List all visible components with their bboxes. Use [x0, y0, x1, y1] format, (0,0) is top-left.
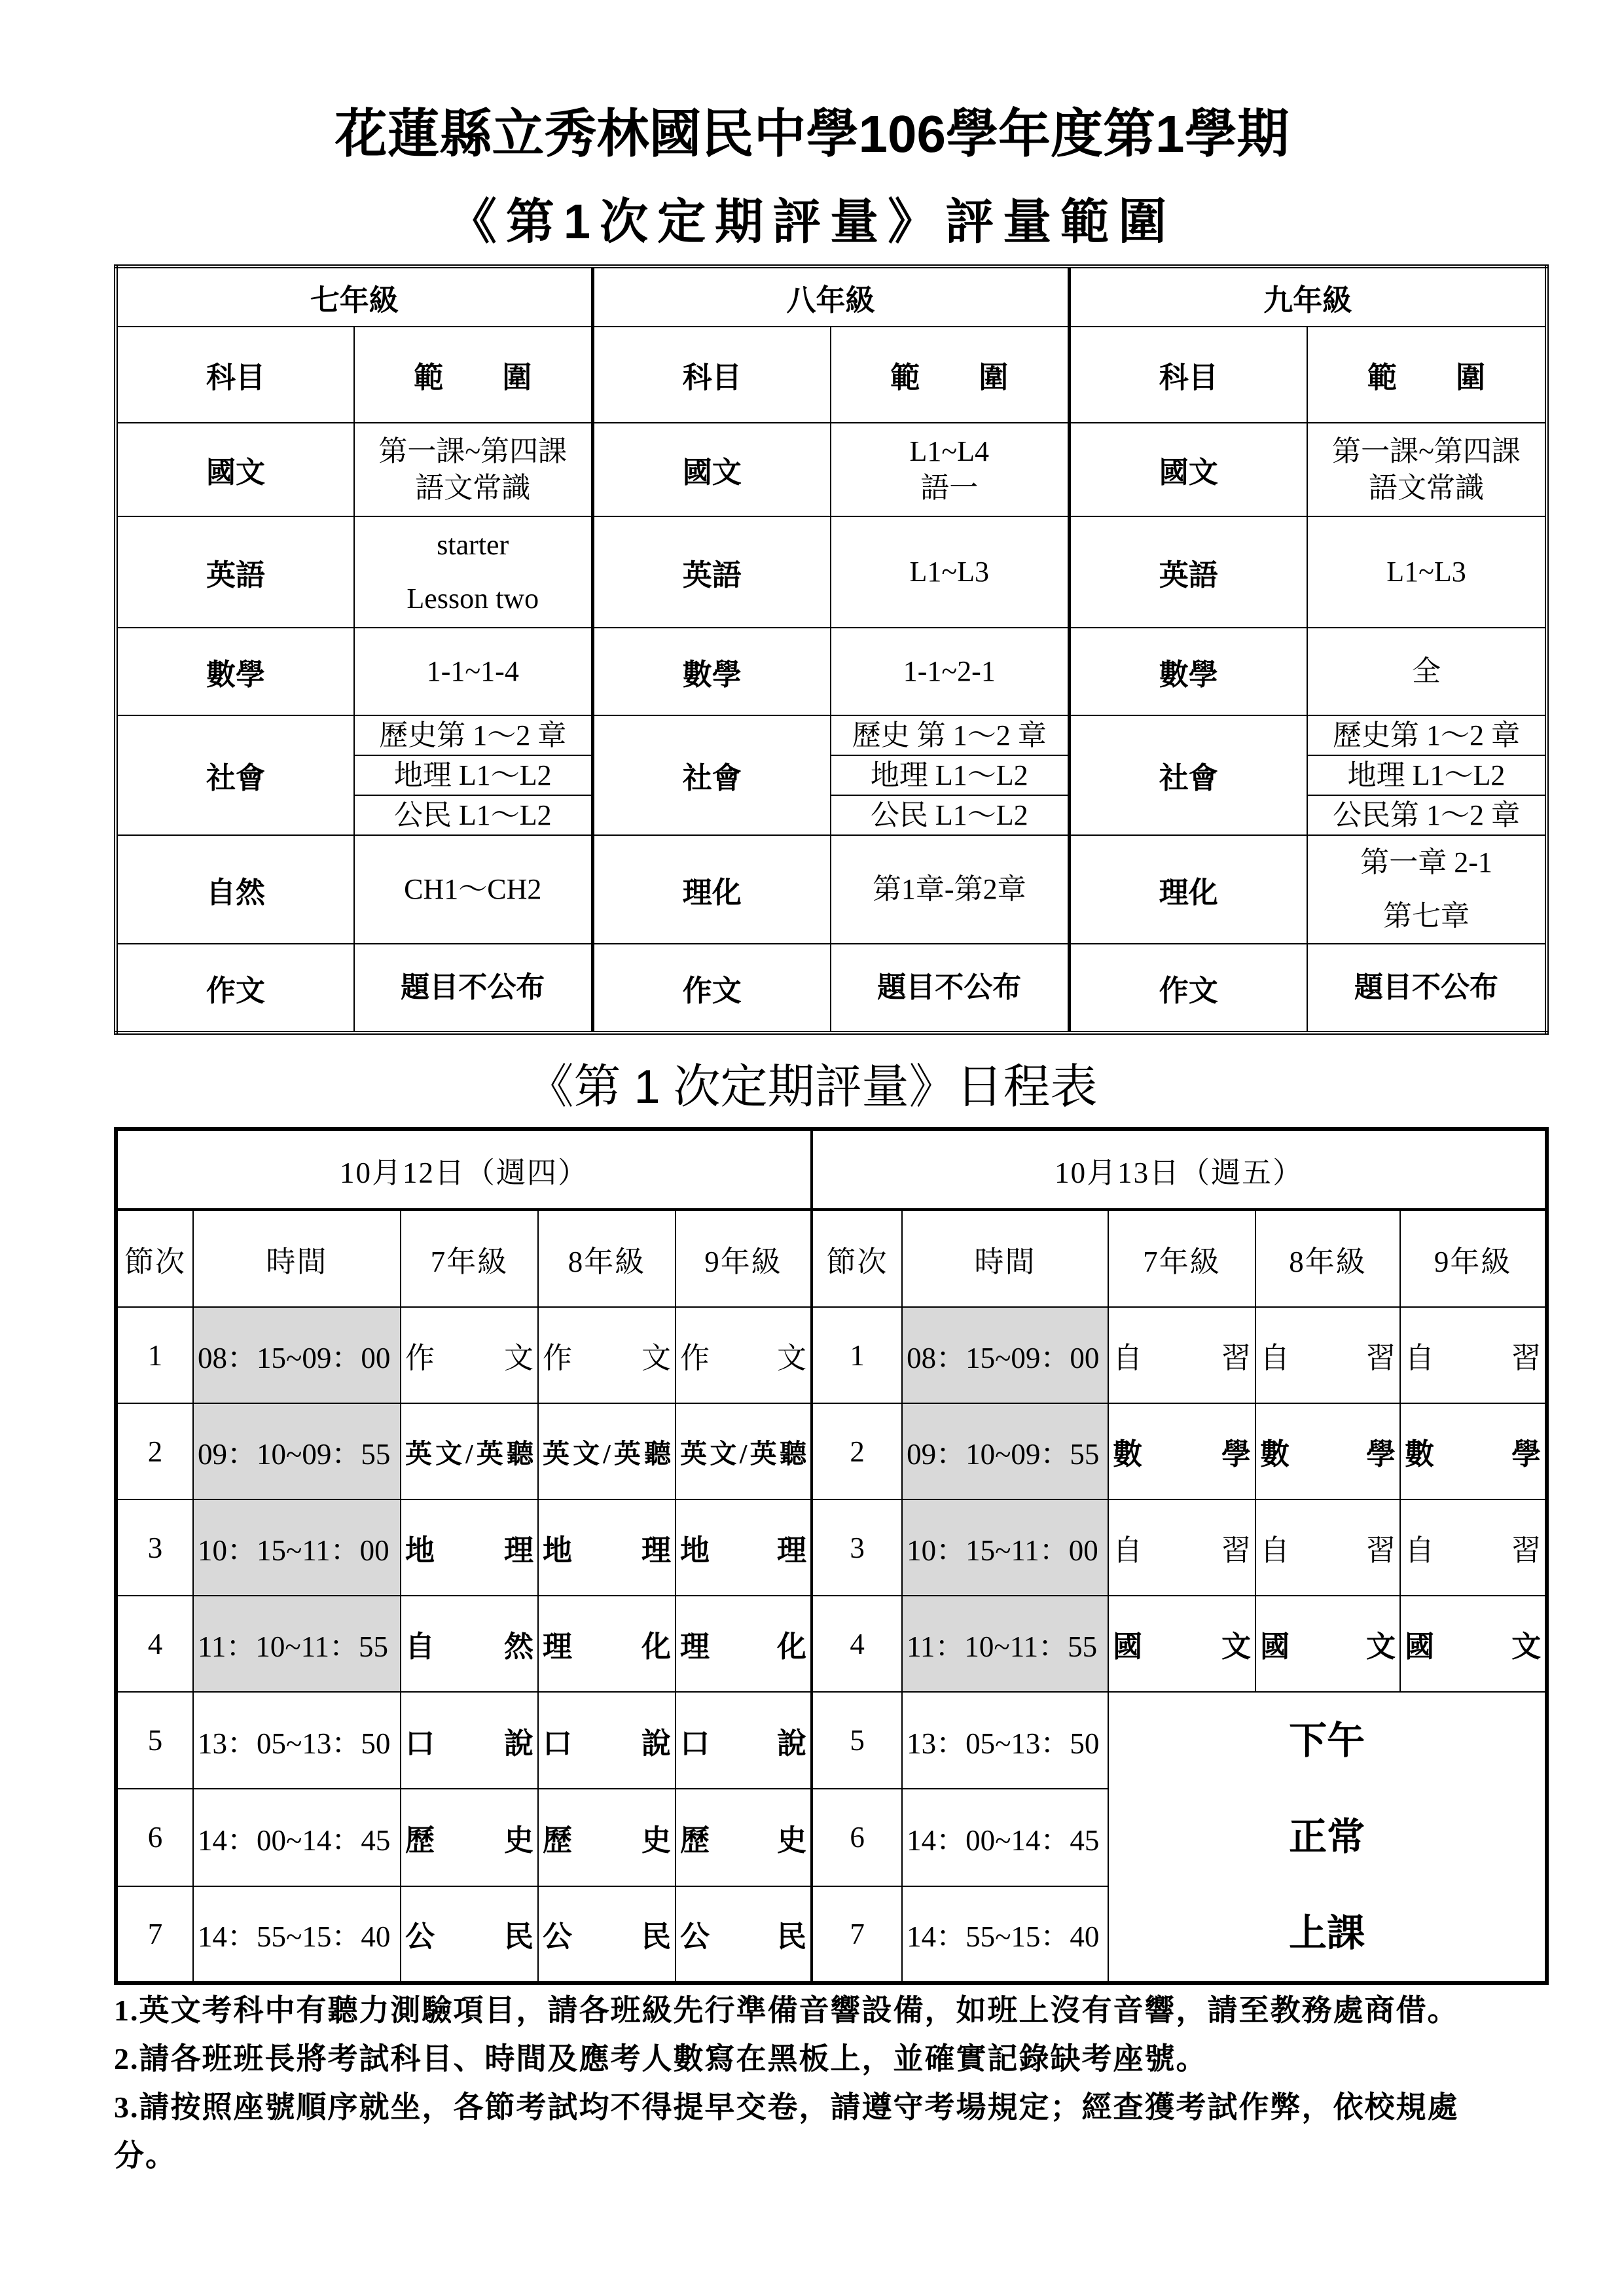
period-number: 3	[812, 1499, 902, 1596]
exam-subject: 國文	[1255, 1596, 1400, 1692]
note-item: 3.請按照座號順序就坐，各節考試均不得提早交卷，請遵守考場規定；經查獲考試作弊，依校規處分。	[114, 2090, 1459, 2172]
scope-row-math	[116, 628, 1547, 715]
scope-row-social	[116, 715, 1547, 755]
schedule-header-row	[116, 1210, 1547, 1307]
range-cell	[1307, 835, 1547, 944]
subject-cell: 國文	[116, 423, 354, 516]
exam-subject: 歷史	[538, 1789, 676, 1886]
day-1-date: 10月12日（週四）	[116, 1129, 812, 1210]
exam-subject: 理化	[538, 1596, 676, 1692]
exam-subject: 地理	[676, 1499, 812, 1596]
exam-subject: 歷史	[401, 1789, 538, 1886]
grade-9-column-header: 9年級	[1400, 1210, 1547, 1307]
period-time: 10：15~11：00	[902, 1499, 1108, 1596]
period-time: 13：05~13：50	[193, 1692, 401, 1789]
period-number: 1	[116, 1307, 193, 1403]
exam-subject: 地理	[401, 1499, 538, 1596]
subject-cell: 理化	[592, 835, 831, 944]
exam-subject: 地理	[538, 1499, 676, 1596]
range-subcell: 地理 L1～L2	[354, 755, 592, 795]
scope-row-chinese	[116, 423, 1547, 516]
subject-cell: 數學	[1069, 628, 1307, 715]
range-cell: 題目不公布	[831, 944, 1069, 1033]
period-number: 4	[812, 1596, 902, 1692]
exam-subject: 英文/英聽	[401, 1403, 538, 1499]
range-subcell: 公民 L1～L2	[831, 795, 1069, 835]
exam-subject: 口說	[676, 1692, 812, 1789]
time-column-header: 時間	[193, 1210, 401, 1307]
schedule-period-row	[116, 1596, 1547, 1692]
range-line: 語一	[920, 471, 979, 504]
exam-subject: 英文/英聽	[676, 1403, 812, 1499]
exam-subject: 數學	[1255, 1403, 1400, 1499]
subject-column-header: 科目	[116, 327, 354, 423]
scope-title: 《第1次定期評量》評量範圍	[448, 194, 1176, 249]
exam-subject: 作文	[676, 1307, 812, 1403]
subject-cell: 社會	[592, 715, 831, 835]
period-time: 11：10~11：55	[193, 1596, 401, 1692]
range-subcell: 公民第 1～2 章	[1307, 795, 1547, 835]
exam-subject: 自然	[401, 1596, 538, 1692]
grade-7-column-header: 7年級	[401, 1210, 538, 1307]
subject-cell: 英語	[116, 516, 354, 628]
exam-subject: 自習	[1108, 1307, 1255, 1403]
range-cell	[831, 423, 1069, 516]
subject-cell: 英語	[1069, 516, 1307, 628]
exam-subject: 理化	[676, 1596, 812, 1692]
afternoon-class-note	[1108, 1692, 1547, 1983]
exam-subject: 英文/英聽	[538, 1403, 676, 1499]
subject-cell: 理化	[1069, 835, 1307, 944]
afternoon-note-line: 上課	[1289, 1912, 1365, 1954]
scope-row-science	[116, 835, 1547, 944]
range-line: 語文常識	[1369, 471, 1485, 504]
exam-subject: 數學	[1108, 1403, 1255, 1499]
time-column-header: 時間	[902, 1210, 1108, 1307]
range-column-header: 範 圍	[354, 327, 592, 423]
period-number: 6	[116, 1789, 193, 1886]
range-subcell: 歷史第 1～2 章	[354, 715, 592, 755]
period-time: 08：15~09：00	[902, 1307, 1108, 1403]
grade-9-column-header: 9年級	[676, 1210, 812, 1307]
range-cell: 題目不公布	[1307, 944, 1547, 1033]
subject-cell: 國文	[1069, 423, 1307, 516]
exam-notes	[114, 1986, 1515, 2180]
range-cell	[354, 628, 592, 715]
range-subcell: 歷史第 1～2 章	[1307, 715, 1547, 755]
subject-cell: 自然	[116, 835, 354, 944]
range-line: L1~L3	[909, 556, 990, 588]
exam-subject: 國文	[1400, 1596, 1547, 1692]
period-number: 6	[812, 1789, 902, 1886]
period-time: 14：00~14：45	[902, 1789, 1108, 1886]
range-cell	[354, 516, 592, 628]
period-time: 14：55~15：40	[193, 1886, 401, 1983]
grade-8-header: 八年級	[592, 266, 1069, 327]
period-column-header: 節次	[812, 1210, 902, 1307]
note-item: 2.請各班班長將考試科目、時間及應考人數寫在黑板上，並確實記錄缺考座號。	[114, 2042, 1208, 2075]
range-line: 1-1~2-1	[903, 655, 996, 687]
exam-subject: 數學	[1400, 1403, 1547, 1499]
grade-7-header: 七年級	[116, 266, 592, 327]
subject-cell: 社會	[1069, 715, 1307, 835]
exam-subject: 自習	[1108, 1499, 1255, 1596]
schedule-date-row	[116, 1129, 1547, 1210]
exam-subject: 歷史	[676, 1789, 812, 1886]
range-line: 第一章 2-1	[1360, 846, 1492, 878]
period-number: 7	[812, 1886, 902, 1983]
subject-cell: 作文	[116, 944, 354, 1033]
exam-subject: 自習	[1255, 1499, 1400, 1596]
period-time: 13：05~13：50	[902, 1692, 1108, 1789]
scope-table	[114, 264, 1549, 1035]
period-time: 14：55~15：40	[902, 1886, 1108, 1983]
subject-cell: 作文	[592, 944, 831, 1033]
scope-row-writing	[116, 944, 1547, 1033]
range-cell: 題目不公布	[354, 944, 592, 1033]
exam-subject: 作文	[401, 1307, 538, 1403]
range-line: 第七章	[1383, 900, 1470, 932]
period-number: 2	[116, 1403, 193, 1499]
range-column-header: 範 圍	[1307, 327, 1547, 423]
range-subcell: 歷史 第 1～2 章	[831, 715, 1069, 755]
range-line: 1-1~1-4	[426, 655, 519, 687]
day-2-date: 10月13日（週五）	[812, 1129, 1547, 1210]
range-cell	[354, 423, 592, 516]
document-title: 花蓮縣立秀林國民中學106學年度第1學期	[334, 105, 1290, 163]
subject-cell: 數學	[592, 628, 831, 715]
exam-subject: 公民	[401, 1886, 538, 1983]
grade-9-header: 九年級	[1069, 266, 1547, 327]
grade-8-column-header: 8年級	[538, 1210, 676, 1307]
range-subcell: 地理 L1～L2	[1307, 755, 1547, 795]
range-line: L1~L3	[1386, 556, 1466, 588]
period-number: 2	[812, 1403, 902, 1499]
subject-cell: 作文	[1069, 944, 1307, 1033]
subject-column-header: 科目	[592, 327, 831, 423]
period-time: 09：10~09：55	[902, 1403, 1108, 1499]
exam-subject: 公民	[676, 1886, 812, 1983]
schedule-table	[114, 1127, 1549, 1985]
period-number: 5	[116, 1692, 193, 1789]
scope-column-header-row	[116, 327, 1547, 423]
subject-cell: 英語	[592, 516, 831, 628]
subject-cell: 國文	[592, 423, 831, 516]
period-column-header: 節次	[116, 1210, 193, 1307]
range-line: 第一課~第四課	[1332, 435, 1521, 467]
period-number: 7	[116, 1886, 193, 1983]
range-cell	[831, 516, 1069, 628]
range-line: 第1章-第2章	[872, 873, 1026, 905]
period-number: 4	[116, 1596, 193, 1692]
range-line: 全	[1412, 655, 1441, 687]
subject-cell: 社會	[116, 715, 354, 835]
subject-column-header: 科目	[1069, 327, 1307, 423]
exam-subject: 自習	[1255, 1307, 1400, 1403]
exam-subject: 自習	[1400, 1499, 1547, 1596]
exam-subject: 口說	[538, 1692, 676, 1789]
afternoon-note-line: 正常	[1289, 1816, 1365, 1858]
period-number: 1	[812, 1307, 902, 1403]
schedule-period-row	[116, 1307, 1547, 1403]
afternoon-note-lines	[1109, 1693, 1545, 1981]
schedule-period-row	[116, 1499, 1547, 1596]
subject-cell: 數學	[116, 628, 354, 715]
range-cell	[1307, 516, 1547, 628]
schedule-period-row	[116, 1692, 1547, 1789]
range-line: 語文常識	[415, 471, 531, 504]
range-line: L1~L4	[909, 435, 990, 467]
grade-8-column-header: 8年級	[1255, 1210, 1400, 1307]
range-cell	[831, 628, 1069, 715]
exam-subject: 國文	[1108, 1596, 1255, 1692]
period-number: 5	[812, 1692, 902, 1789]
period-number: 3	[116, 1499, 193, 1596]
range-line: CH1～CH2	[404, 873, 542, 905]
scope-row-english	[116, 516, 1547, 628]
range-column-header: 範 圍	[831, 327, 1069, 423]
afternoon-note-line: 下午	[1289, 1719, 1365, 1762]
period-time: 09：10~09：55	[193, 1403, 401, 1499]
range-cell	[1307, 423, 1547, 516]
range-line: 第一課~第四課	[378, 435, 568, 467]
range-line: Lesson two	[406, 583, 539, 615]
period-time: 11：10~11：55	[902, 1596, 1108, 1692]
schedule-period-row	[116, 1403, 1547, 1499]
range-cell	[831, 835, 1069, 944]
exam-subject: 作文	[538, 1307, 676, 1403]
range-cell	[354, 835, 592, 944]
schedule-title: 《第 1 次定期評量》日程表	[526, 1061, 1098, 1113]
range-cell	[1307, 628, 1547, 715]
exam-subject: 口說	[401, 1692, 538, 1789]
period-time: 08：15~09：00	[193, 1307, 401, 1403]
scope-grade-row	[116, 266, 1547, 327]
period-time: 14：00~14：45	[193, 1789, 401, 1886]
range-subcell: 公民 L1～L2	[354, 795, 592, 835]
grade-7-column-header: 7年級	[1108, 1210, 1255, 1307]
note-item: 1.英文考科中有聽力測驗項目，請各班級先行準備音響設備，如班上沒有音響，請至教務處商借。	[114, 1994, 1459, 2027]
range-line: starter	[437, 529, 509, 561]
exam-subject: 公民	[538, 1886, 676, 1983]
range-subcell: 地理 L1～L2	[831, 755, 1069, 795]
exam-subject: 自習	[1400, 1307, 1547, 1403]
period-time: 10：15~11：00	[193, 1499, 401, 1596]
